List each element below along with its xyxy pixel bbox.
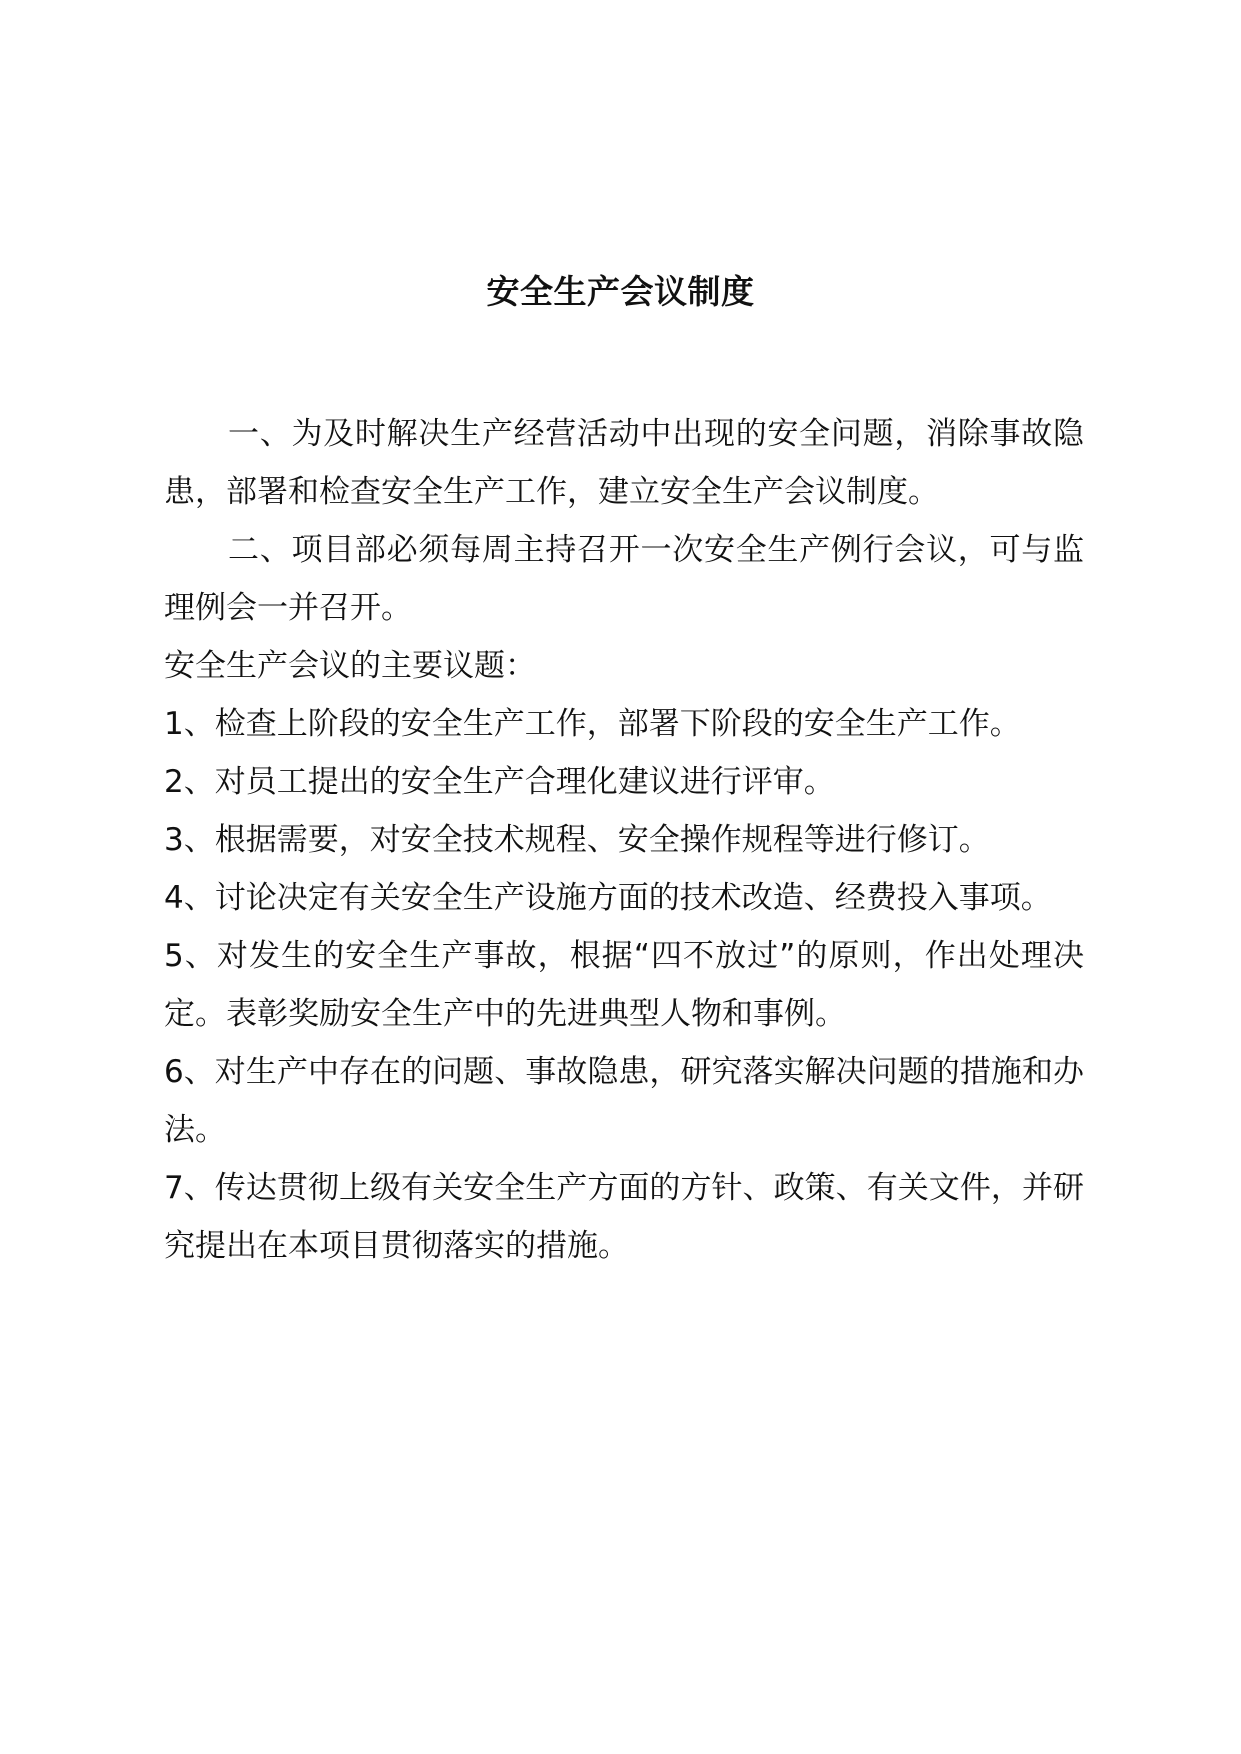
- topic-item-5: 5、对发生的安全生产事故，根据“四不放过”的原则，作出处理决定。表彰奖励安全生产中的先进典型人物和事例。: [164, 938, 1084, 1032]
- topics-heading: 安全生产会议的主要议题：: [164, 648, 536, 684]
- topic-item-3: 3、根据需要，对安全技术规程、安全操作规程等进行修订。: [164, 822, 990, 858]
- topic-item-1: 1、检查上阶段的安全生产工作，部署下阶段的安全生产工作。: [164, 706, 1021, 742]
- topic-item-7: 7、传达贯彻上级有关安全生产方面的方针、政策、有关文件，并研究提出在本项目贯彻落实的措施。: [164, 1170, 1084, 1264]
- topic-item-4: 4、讨论决定有关安全生产设施方面的技术改造、经费投入事项。: [164, 880, 1052, 916]
- document-title: 安全生产会议制度: [486, 272, 755, 311]
- topic-item-6: 6、对生产中存在的问题、事故隐患，研究落实解决问题的措施和办法。: [164, 1054, 1084, 1148]
- document-body: [164, 405, 1084, 1275]
- paragraph-1: 一、为及时解决生产经营活动中出现的安全问题，消除事故隐患，部署和检查安全生产工作，建立安全生产会议制度。: [164, 416, 1084, 510]
- topic-item-2: 2、对员工提出的安全生产合理化建议进行评审。: [164, 764, 835, 800]
- paragraph-2: 二、项目部必须每周主持召开一次安全生产例行会议，可与监理例会一并召开。: [164, 532, 1084, 626]
